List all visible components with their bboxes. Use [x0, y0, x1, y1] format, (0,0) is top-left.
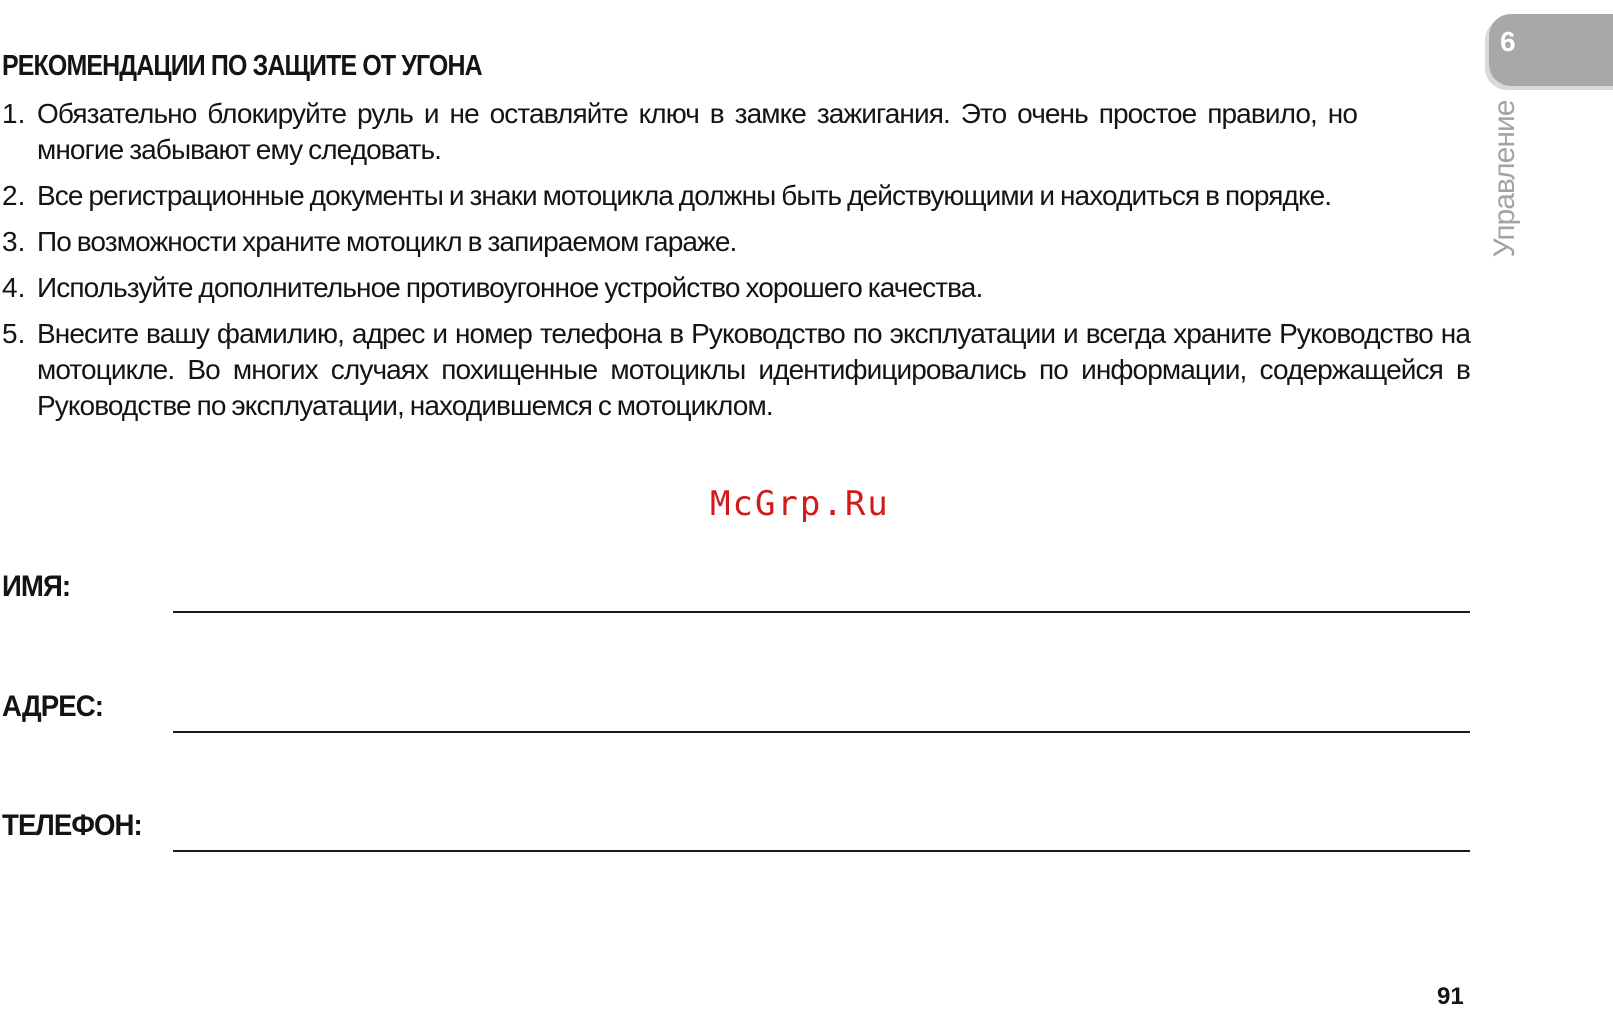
item-number: 2.: [2, 180, 26, 211]
list-item: [0, 316, 1470, 424]
name-label: ИМЯ:: [2, 570, 71, 603]
phone-field-line[interactable]: [173, 850, 1470, 852]
list-item: [0, 224, 1470, 260]
item-number: 1.: [2, 98, 26, 129]
item-number: 4.: [2, 272, 26, 303]
item-text: Все регистрационные документы и знаки мотоцикла должны быть действующими и находиться в порядке.: [37, 180, 1332, 211]
item-number: 3.: [2, 226, 26, 257]
recommendations-list: [0, 96, 1470, 434]
list-item: [0, 270, 1470, 306]
section-heading: РЕКОМЕНДАЦИИ ПО ЗАЩИТЕ ОТ УГОНА: [2, 50, 482, 82]
item-text: По возможности храните мотоцикл в запираемом гараже.: [37, 226, 737, 257]
item-text: Используйте дополнительное противоугонное устройство хорошего качества.: [37, 272, 983, 303]
address-field-line[interactable]: [173, 731, 1470, 733]
watermark: McGrp.Ru: [710, 484, 890, 524]
page-number: 91: [1437, 983, 1464, 1010]
name-field-line[interactable]: [173, 611, 1470, 613]
chapter-number: 6: [1500, 26, 1516, 57]
chapter-title: Управление: [1488, 100, 1521, 258]
list-item: [0, 96, 1470, 168]
item-text: Обязательно блокируйте руль и не оставляйте ключ в замке зажигания. Это очень простое правило, но многие забывают ему следовать.: [37, 98, 1357, 165]
phone-label: ТЕЛЕФОН:: [2, 809, 142, 842]
item-text: Внесите вашу фамилию, адрес и номер телефона в Руководство по эксплуатации и всегда храните Руководство на мотоцикле. Во многих случаях похищенные мотоциклы идентифицировались по информации, содержащейся в Руководстве по эксплуатации, находившемся с мотоциклом.: [37, 318, 1470, 421]
address-label: АДРЕС:: [2, 690, 104, 723]
list-item: [0, 178, 1470, 214]
item-number: 5.: [2, 318, 26, 349]
